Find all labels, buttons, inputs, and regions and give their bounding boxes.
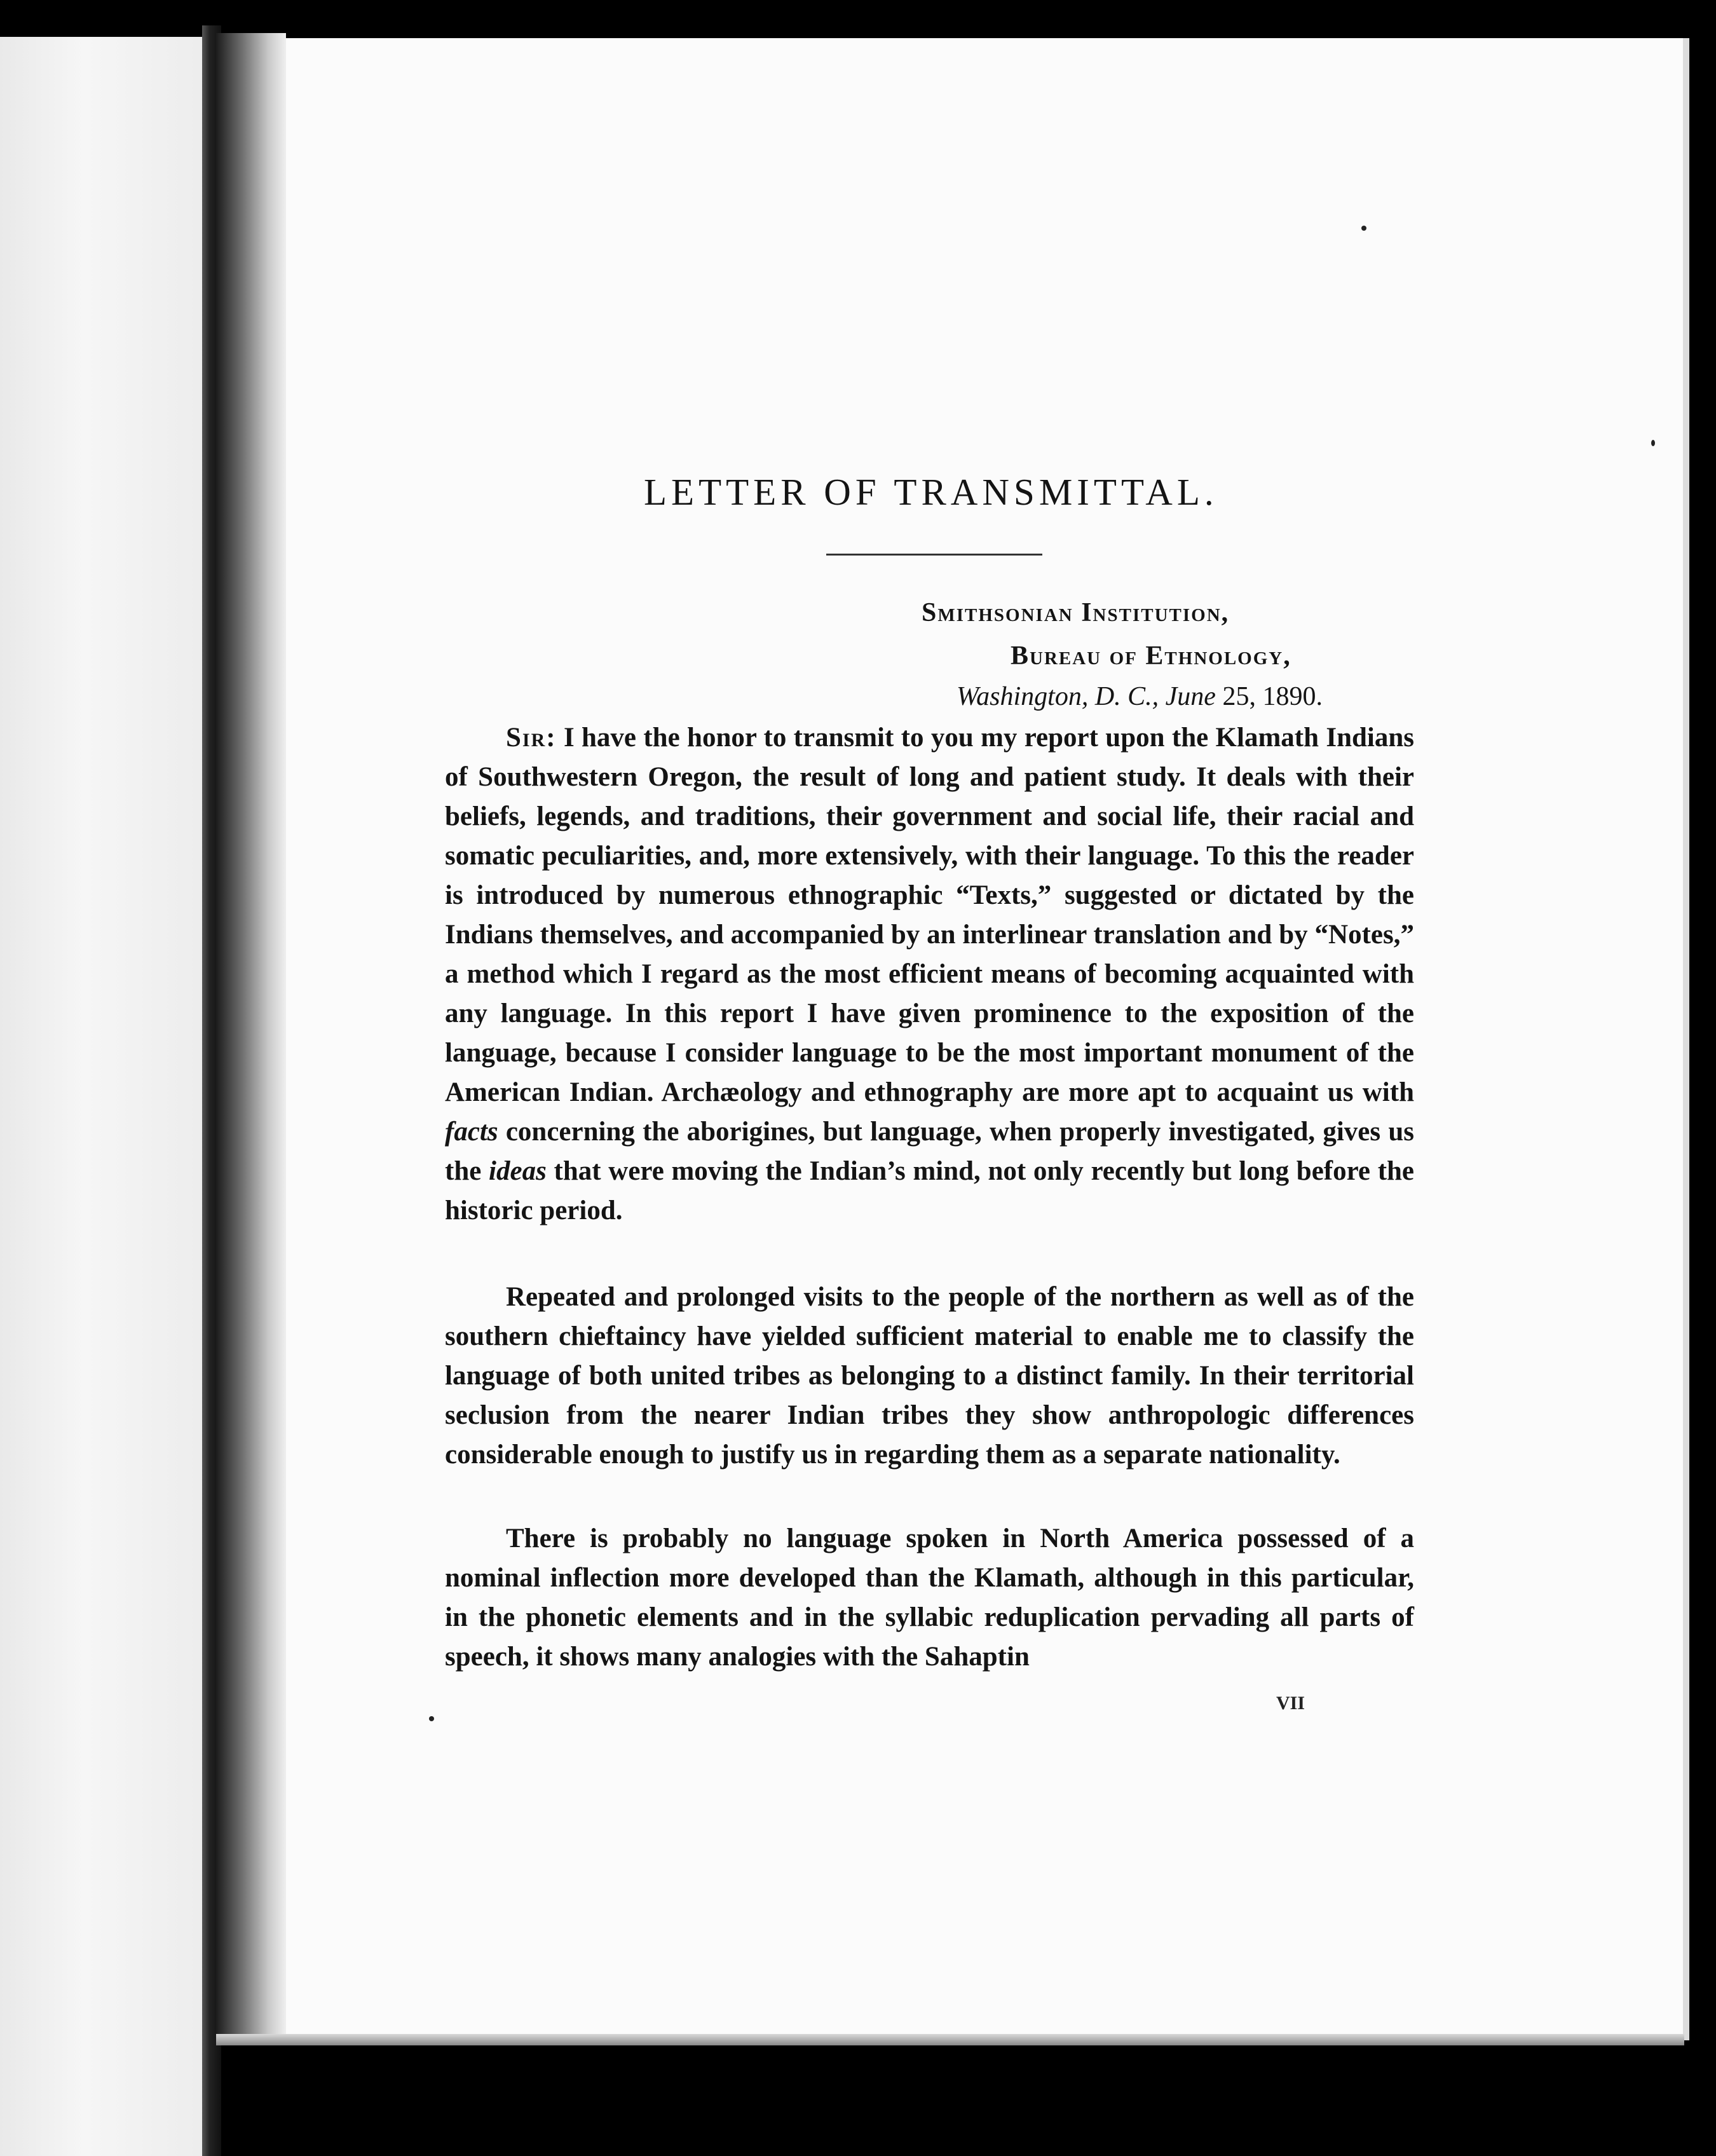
paragraph-2: Repeated and prolonged visits to the people of the northern as well as of the southern chieftaincy have yielded sufficient material to enable me to classify the language of both united tribes as belonging to a distinct family. In their territorial seclusion from the nearer Indian tribes they show anthropologic differences considerable enough to justify us in regarding them as a separate nationality. — [445, 1282, 1414, 1470]
paragraph-1-text-c: that were moving the Indian’s mind, not only recently but long before the historic period. — [445, 1156, 1415, 1225]
emphasis-facts: facts — [445, 1117, 498, 1147]
page-number: VII — [1276, 1693, 1305, 1714]
title-rule — [826, 554, 1042, 556]
letter-body-3 — [445, 1519, 1414, 1677]
letter-body-2 — [445, 1278, 1414, 1475]
speck — [429, 1716, 434, 1721]
letter-body — [445, 718, 1414, 1231]
address-line-1: Smithsonian Institution, — [922, 598, 1230, 627]
paragraph-1 — [445, 718, 1414, 1231]
right-page-edge — [1683, 38, 1689, 2040]
salutation: Sir: — [506, 723, 557, 753]
paragraph-1-text-b: concerning the aborigines, but language, when properly investigated, gives us the — [445, 1117, 1414, 1186]
speck — [1361, 226, 1366, 231]
paragraph-1-text-a: I have the honor to transmit to you my report upon the Klamath Indians of Southwestern Oregon, the result of long and patient study. It deals with their beliefs, legends, and traditions, their government and social life, their racial and somatic peculiarities, and, more extensively, with their language. To this the reader is introduced by numerous ethnographic “Texts,” suggested or dictated by the Indians themselves, and accompanied by an interlinear translation and by “Notes,” a method which I regard as the most efficient means of becoming acquainted with any language. In this report I have given prominence to the exposition of the language, because I consider language to be the most important monument of the American Indian. Archæology and ethnography are more apt to acquaint us with — [445, 723, 1415, 1107]
page-bottom-edge — [216, 2034, 1684, 2045]
page-title: LETTER OF TRANSMITTAL. — [644, 471, 1218, 513]
address-place: Washington, D. C., June — [957, 682, 1216, 711]
paragraph-3: There is probably no language spoken in North America possessed of a nominal inflection more developed than the Klamath, although in this particular, in the phonetic elements and in the syllabic reduplication pervading all parts of speech, it shows many analogies with the Sahaptin — [445, 1524, 1414, 1672]
address-line-2: Bureau of Ethnology, — [1011, 641, 1291, 671]
emphasis-ideas: ideas — [489, 1156, 547, 1186]
speck — [1651, 440, 1655, 446]
page-gutter-shadow — [216, 33, 286, 2042]
left-facing-page — [0, 37, 210, 2156]
address-date: 25, 1890. — [1222, 682, 1323, 711]
address-line-3 — [957, 681, 1323, 712]
